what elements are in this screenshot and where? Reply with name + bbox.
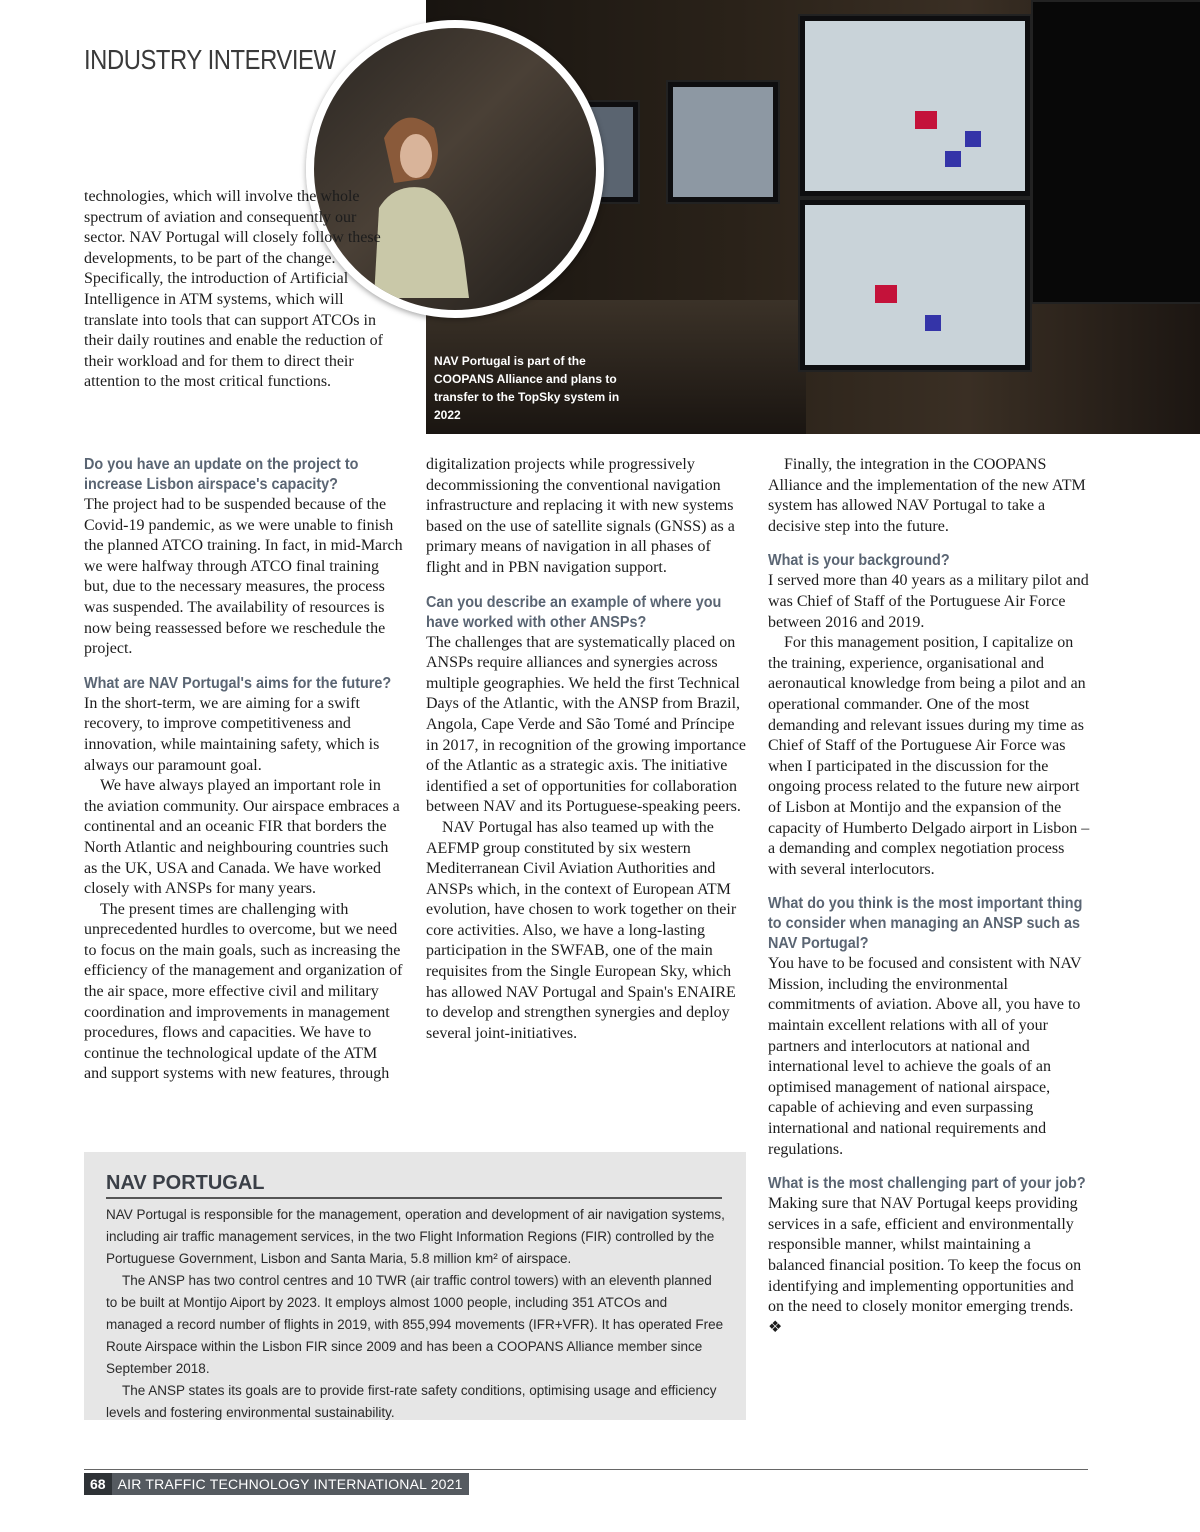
magazine-title: AIR TRAFFIC TECHNOLOGY INTERNATIONAL 2021 [117, 1476, 463, 1492]
question-heading: What are NAV Portugal's aims for the future? [84, 674, 392, 692]
radar-screen-shape [798, 14, 1032, 198]
question-heading: What is your background? [768, 552, 950, 570]
page-footer [84, 1473, 469, 1495]
question-heading: What do you think is the most important thing to consider when managing an ANSP such as NAV Portugal? [768, 895, 1083, 953]
answer-paragraph: We have always played an important role in the aviation community. Our airspace embraces a continental and an oceanic FIR that borders the North Atlantic and neighbouring countries such as the UK, USA and Canada. We have worked closely with ANSPs for many years. [84, 777, 400, 898]
sidebar-paragraph: The ANSP states its goals are to provide first-rate safety conditions, optimising usage and efficiency levels and fostering environmental sustainability. [106, 1383, 717, 1420]
question-heading: What is the most challenging part of your job? [768, 1175, 1086, 1193]
answer-paragraph: I served more than 40 years as a military pilot and was Chief of Staff of the Portuguese Air Force between 2016 and 2019. [768, 572, 1089, 631]
nav-portugal-sidebar [84, 1152, 746, 1420]
column-1 [84, 455, 404, 1085]
footer-rule [84, 1469, 1088, 1470]
sidebar-paragraph: The ANSP has two control centres and 10 TWR (air traffic control towers) with an eleventh planned to be built at Montijo Aiport by 2023. It employs almost 1000 people, including 351 ATCOs and managed a record number of flights in 2019, with 855,994 movements (IFR+VFR). It has operated Free Route Airspace within the Lisbon FIR since 2009 and has been a COOPANS Alliance member since September 2018. [106, 1273, 724, 1376]
answer-paragraph: The challenges that are systematically placed on ANSPs require alliances and synergies across multiple geographies. We held the first Technical Days of the Atlantic, with the ANSP from Brazil, Angola, Cape Verde and São Tomé and Príncipe in 2017, in recognition of the growing importance of the Atlantic as a strategic axis. The initiative identified a set of opportunities for collaboration between NAV and its Portuguese-speaking peers. [426, 633, 746, 816]
section-label: INDUSTRY INTERVIEW [84, 44, 336, 75]
monitor-shape [666, 80, 780, 204]
answer-paragraph: In the short-term, we are aiming for a swift recovery, to improve competitiveness and innovation, while maintaining safety, which is always our paramount goal. [84, 694, 380, 774]
airspace-sector-shape [925, 315, 941, 331]
column-1-top [84, 187, 394, 393]
question-heading: Can you describe an example of where you have worked with other ANSPs? [426, 593, 722, 631]
intro-paragraph: technologies, which will involve the whole spectrum of aviation and consequently our sector. NAV Portugal will closely follow these developments, to be part of the change. Specifically, the introduction of Artificial Intelligence in ATM systems, which will translate into tools that can support ATCOs in their daily routines and enable the reduction of their workload and for them to direct their attention to the most critical functions. [84, 188, 384, 391]
airspace-sector-shape [915, 111, 937, 129]
sidebar-title: NAV PORTUGAL [106, 1172, 722, 1199]
airspace-sector-shape [945, 151, 961, 167]
monitor-shape [1031, 0, 1200, 304]
answer-paragraph: Making sure that NAV Portugal keeps providing services in a safe, efficient and environmentally responsible manner, whilst maintaining a balanced financial position. To keep the focus on identifying and implementing opportunities and on the need to closely monitor emerging trends. ❖ [768, 1195, 1082, 1336]
page-number: 68 [84, 1473, 112, 1495]
answer-paragraph: The present times are challenging with unprecedented hurdles to overcome, but we need to focus on the main goals, such as increasing the efficiency of the management and organization of the air space, more effective civil and military coordination and improvements in management procedures, flows and capacities. We have to continue the technological update of the ATM and support systems with new features, through [84, 900, 403, 1083]
airspace-sector-shape [965, 131, 981, 147]
answer-paragraph: Finally, the integration in the COOPANS Alliance and the implementation of the new ATM system has allowed NAV Portugal to take a decisive step into the future. [768, 456, 1086, 535]
answer-paragraph: For this management position, I capitalize on the training, experience, organisational and aeronautical knowledge from being a pilot and an operational commander. One of the most demanding and relevant issues during my time as Chief of Staff of the Portuguese Air Force was when I participated in the discussion for the ongoing process related to the future new airport of Lisbon at Montijo and the expansion of the capacity of Humberto Delgado airport in Lisbon – a demanding and complex negotiation process with several interlocutors. [768, 634, 1090, 878]
question-heading: Do you have an update on the project to increase Lisbon airspace's capacity? [84, 456, 359, 493]
airspace-sector-shape [875, 285, 897, 303]
column-2 [426, 455, 748, 1044]
sidebar-body [106, 1204, 726, 1424]
photo-caption: NAV Portugal is part of the COOPANS Alliance and plans to transfer to the TopSky system in 2022 [434, 354, 620, 422]
column-3 [768, 455, 1090, 1338]
sidebar-paragraph: NAV Portugal is responsible for the management, operation and development of air navigation systems, including air traffic management services, in the two Flight Information Regions (FIR) controlled by the Portuguese Government, Lisbon and Santa Maria, 5.8 million km² of airspace. [106, 1207, 725, 1266]
answer-paragraph: You have to be focused and consistent with NAV Mission, including the environmental commitments of aviation. Above all, you have to maintain excellent relations with all of your partners and interlocutors at national and international level to achieve the goals of an optimised management of national airspace, capable of achieving and even surpassing international and national requirements and regulations. [768, 955, 1082, 1158]
answer-paragraph: digitalization projects while progressively decommissioning the conventional navigation infrastructure and replacing it with new systems based on the use of satellite signals (GNSS) as a primary means of navigation in all phases of flight and in PBN navigation support. [426, 456, 735, 576]
answer-paragraph: The project had to be suspended because of the Covid-19 pandemic, as we were unable to finish the planned ATCO training. In fact, in mid-March we were halfway through ATCO final training but, due to the necessary measures, the process was suspended. The availability of resources is now being reassessed before we reschedule the project. [84, 496, 403, 658]
answer-paragraph: NAV Portugal has also teamed up with the AEFMP group constituted by six western Mediterranean Civil Aviation Authorities and ANSPs which, in the context of European ATM evolution, have chosen to work together on their core activities. Also, we have a long-lasting participation in the SWFAB, one of the main requisites from the Single European Sky, which has allowed NAV Portugal and Spain's ENAIRE to develop and strengthen synergies and deploy several joint-initiatives. [426, 818, 737, 1042]
radar-screen-shape [798, 198, 1032, 372]
